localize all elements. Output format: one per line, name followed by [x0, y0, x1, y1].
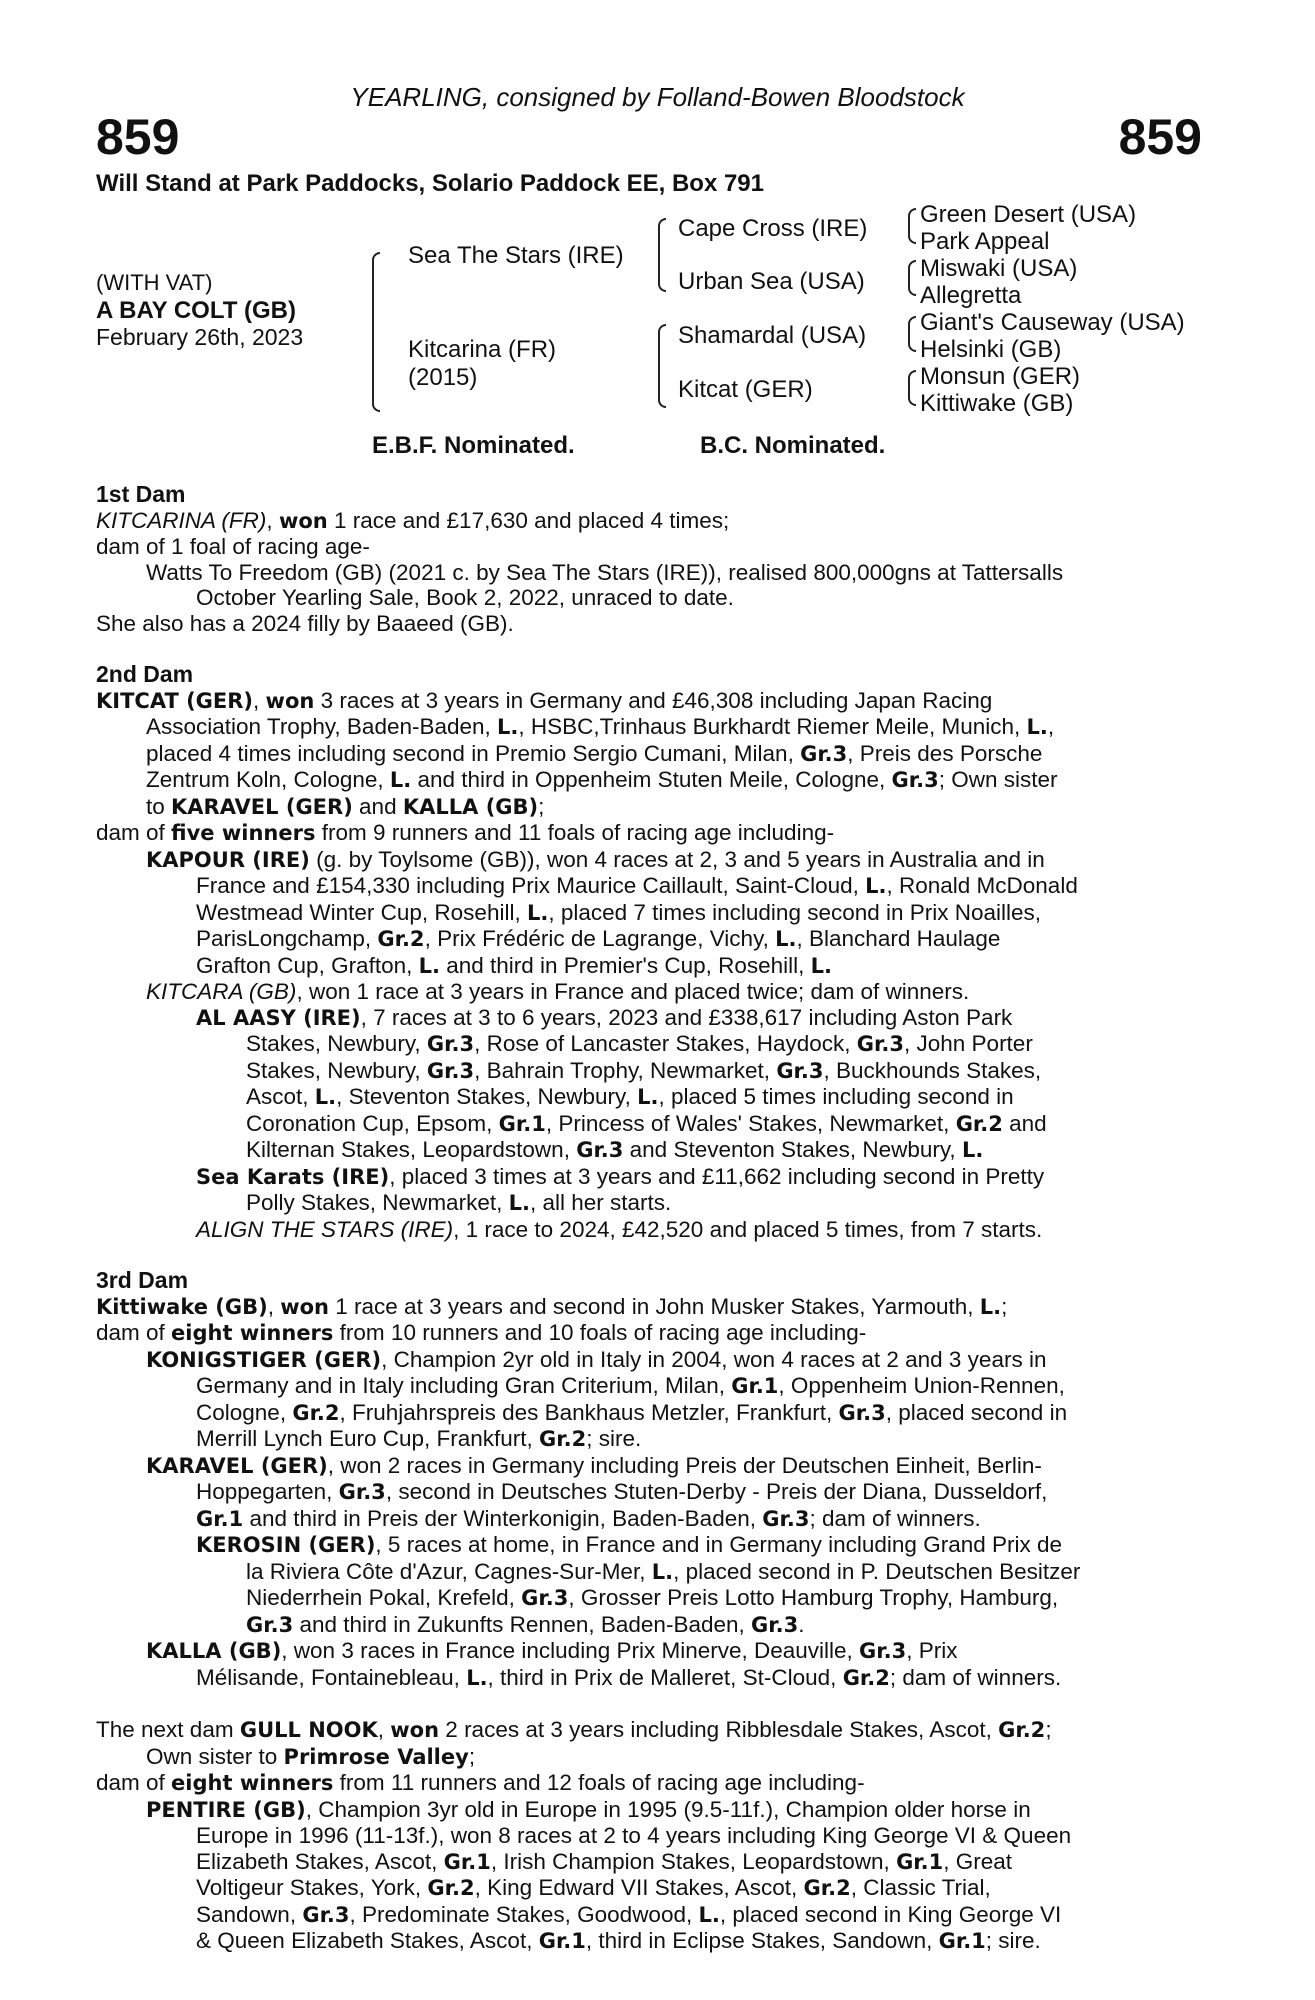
sire-dam: Urban Sea (USA): [678, 268, 865, 295]
text-line: KITCARINA (FR), won 1 race and £17,630 and placed 4 times;: [96, 507, 730, 533]
pedigree-brace-g1: [908, 208, 916, 244]
pedigree-brace-sire: [658, 218, 666, 292]
text-line: PENTIRE (GB), Champion 3yr old in Europe in 1995 (9.5-11f.), Champion older horse in: [146, 1796, 1031, 1822]
horse-name: A BAY COLT (GB): [96, 297, 297, 324]
text-line: & Queen Elizabeth Stakes, Ascot, Gr.1, third in Eclipse Stakes, Sandown, Gr.1; sire.: [196, 1928, 1041, 1953]
text-line: She also has a 2024 filly by Baaeed (GB).: [96, 610, 514, 636]
grandparent-1: Green Desert (USA): [920, 201, 1137, 228]
pedigree-brace-g3: [908, 316, 916, 352]
produce-record: [96, 482, 1201, 1955]
text-line: placed 4 times including second in Premio Sergio Cumani, Milan, Gr.3, Preis des Porsche: [146, 740, 1043, 766]
next-dam-body: [96, 1717, 1201, 1955]
text-line: Westmead Winter Cup, Rosehill, L., placed 7 times including second in Prix Noailles,: [196, 899, 1042, 925]
text-line: October Yearling Sale, Book 2, 2022, unraced to date.: [196, 585, 734, 610]
text-line: la Riviera Côte d'Azur, Cagnes-Sur-Mer, L., placed second in P. Deutschen Besitzer: [246, 1558, 1081, 1584]
lot-number-right: 859: [1118, 109, 1202, 165]
text-line: KEROSIN (GER), 5 races at home, in France and in Germany including Grand Prix de: [196, 1532, 1063, 1557]
text-line: ALIGN THE STARS (IRE), 1 race to 2024, £42,520 and placed 5 times, from 7 starts.: [196, 1216, 1043, 1242]
foaling-date: February 26th, 2023: [96, 324, 304, 350]
sire-sire: Cape Cross (IRE): [678, 215, 868, 242]
text-line: KONIGSTIGER (GER), Champion 2yr old in Italy in 2004, won 4 races at 2 and 3 years in: [146, 1346, 1047, 1372]
lot-number-left: 859: [96, 109, 180, 165]
text-line: KITCARA (GB), won 1 race at 3 years in France and placed twice; dam of winners.: [146, 979, 970, 1004]
text-line: Own sister to Primrose Valley;: [146, 1743, 476, 1769]
stand-location: Will Stand at Park Paddocks, Solario Paddock EE, Box 791: [96, 170, 765, 197]
text-line: dam of eight winners from 10 runners and 10 foals of racing age including-: [96, 1320, 867, 1345]
grandparent-3: Miswaki (USA): [920, 255, 1078, 282]
grandparent-7: Monsun (GER): [920, 363, 1081, 390]
text-line: France and £154,330 including Prix Maurice Caillault, Saint-Cloud, L., Ronald McDonald: [196, 873, 1078, 898]
text-line: Grafton Cup, Grafton, L. and third in Premier's Cup, Rosehill, L.: [196, 952, 833, 978]
text-line: KAPOUR (IRE) (g. by Toylsome (GB)), won 4 races at 2, 3 and 5 years in Australia and in: [146, 846, 1045, 872]
first-dam-title: 1st Dam: [96, 481, 186, 507]
grandparent-4: Allegretta: [920, 282, 1022, 309]
text-line: Europe in 1996 (11-13f.), won 8 races at 2 to 4 years including King George VI & Queen: [196, 1823, 1072, 1848]
text-line: KARAVEL (GER), won 2 races in Germany including Preis der Deutschen Einheit, Berlin-: [146, 1452, 1042, 1478]
dam-sire: Shamardal (USA): [678, 322, 867, 349]
text-line: ParisLongchamp, Gr.2, Prix Frédéric de Lagrange, Vichy, L., Blanchard Haulage: [196, 926, 1001, 951]
text-line: Voltigeur Stakes, York, Gr.2, King Edward VII Stakes, Ascot, Gr.2, Classic Trial,: [196, 1875, 991, 1900]
text-line: Niederrhein Pokal, Krefeld, Gr.3, Grosser Preis Lotto Hamburg Trophy, Hamburg,: [246, 1585, 1059, 1610]
grandparent-8: Kittiwake (GB): [920, 390, 1074, 417]
text-line: dam of eight winners from 11 runners and 12 foals of racing age including-: [96, 1770, 865, 1795]
text-line: Sea Karats (IRE), placed 3 times at 3 years and £11,662 including second in Pretty: [196, 1163, 1045, 1189]
text-line: Cologne, Gr.2, Fruhjahrspreis des Bankhaus Metzler, Frankfurt, Gr.3, placed second in: [196, 1399, 1068, 1425]
third-dam-body: [96, 1294, 1201, 1692]
consignor-heading: YEARLING, consigned by Folland-Bowen Bloodstock: [350, 82, 965, 112]
text-line: Gr.1 and third in Preis der Winterkonigin, Baden-Baden, Gr.3; dam of winners.: [196, 1505, 981, 1531]
text-line: Ascot, L., Steventon Stakes, Newbury, L., placed 5 times including second in: [246, 1084, 1014, 1109]
pedigree-brace-g4: [908, 370, 916, 406]
vat-note: (WITH VAT): [96, 270, 213, 295]
text-line: Stakes, Newbury, Gr.3, Rose of Lancaster Stakes, Haydock, Gr.3, John Porter: [246, 1031, 1033, 1056]
second-dam-title: 2nd Dam: [96, 661, 194, 687]
text-line: AL AASY (IRE), 7 races at 3 to 6 years, 2023 and £338,617 including Aston Park: [196, 1004, 1013, 1030]
ebf-nominated: E.B.F. Nominated.: [372, 432, 575, 459]
pedigree-brace-dam: [658, 324, 666, 408]
text-line: Kittiwake (GB), won 1 race at 3 years and second in John Musker Stakes, Yarmouth, L.;: [96, 1293, 1008, 1319]
text-line: Germany and in Italy including Gran Criterium, Milan, Gr.1, Oppenheim Union-Rennen,: [196, 1373, 1065, 1398]
text-line: Hoppegarten, Gr.3, second in Deutsches Stuten-Derby - Preis der Diana, Dusseldorf,: [196, 1479, 1048, 1504]
text-line: KITCAT (GER), won 3 races at 3 years in Germany and £46,308 including Japan Racing: [96, 687, 993, 713]
text-line: Mélisande, Fontainebleau, L., third in Prix de Malleret, St-Cloud, Gr.2; dam of winners.: [196, 1664, 1062, 1690]
text-line: Association Trophy, Baden-Baden, L., HSBC,Trinhaus Burkhardt Riemer Meile, Munich, L.,: [146, 714, 1055, 739]
bc-nominated: B.C. Nominated.: [700, 432, 886, 459]
pedigree-brace-g2: [908, 260, 916, 296]
pedigree-brace-main: [372, 252, 380, 412]
text-line: Sandown, Gr.3, Predominate Stakes, Goodwood, L., placed second in King George VI: [196, 1901, 1062, 1927]
text-line: Polly Stakes, Newmarket, L., all her starts.: [246, 1190, 672, 1215]
first-dam-body: [96, 508, 1201, 637]
text-line: Zentrum Koln, Cologne, L. and third in Oppenheim Stuten Meile, Cologne, Gr.3; Own sister: [146, 767, 1058, 792]
dam-year: (2015): [408, 364, 478, 391]
text-line: Merrill Lynch Euro Cup, Frankfurt, Gr.2; sire.: [196, 1426, 642, 1451]
grandparent-5: Giant's Causeway (USA): [920, 309, 1185, 336]
text-line: dam of 1 foal of racing age-: [96, 534, 370, 559]
third-dam-title: 3rd Dam: [96, 1267, 189, 1293]
text-line: dam of five winners from 9 runners and 11 foals of racing age including-: [96, 820, 835, 845]
second-dam-body: [96, 688, 1201, 1243]
text-line: The next dam GULL NOOK, won 2 races at 3 years including Ribblesdale Stakes, Ascot, Gr.2;: [96, 1717, 1052, 1742]
dam-name: Kitcarina (FR): [408, 336, 557, 363]
dam-dam: Kitcat (GER): [678, 376, 813, 403]
text-line: Gr.3 and third in Zukunfts Rennen, Baden-Baden, Gr.3.: [246, 1611, 805, 1637]
grandparent-6: Helsinki (GB): [920, 336, 1062, 363]
text-line: Watts To Freedom (GB) (2021 c. by Sea The Stars (IRE)), realised 800,000gns at Tattersalls: [146, 559, 1064, 585]
sire-name: Sea The Stars (IRE): [408, 242, 624, 269]
text-line: Kilternan Stakes, Leopardstown, Gr.3 and Steventon Stakes, Newbury, L.: [246, 1137, 984, 1162]
text-line: to KARAVEL (GER) and KALLA (GB);: [146, 793, 545, 819]
grandparent-2: Park Appeal: [920, 228, 1050, 255]
text-line: Stakes, Newbury, Gr.3, Bahrain Trophy, Newmarket, Gr.3, Buckhounds Stakes,: [246, 1057, 1042, 1083]
text-line: Elizabeth Stakes, Ascot, Gr.1, Irish Champion Stakes, Leopardstown, Gr.1, Great: [196, 1848, 1013, 1874]
text-line: Coronation Cup, Epsom, Gr.1, Princess of Wales' Stakes, Newmarket, Gr.2 and: [246, 1110, 1047, 1136]
text-line: KALLA (GB), won 3 races in France including Prix Minerve, Deauville, Gr.3, Prix: [146, 1638, 958, 1663]
